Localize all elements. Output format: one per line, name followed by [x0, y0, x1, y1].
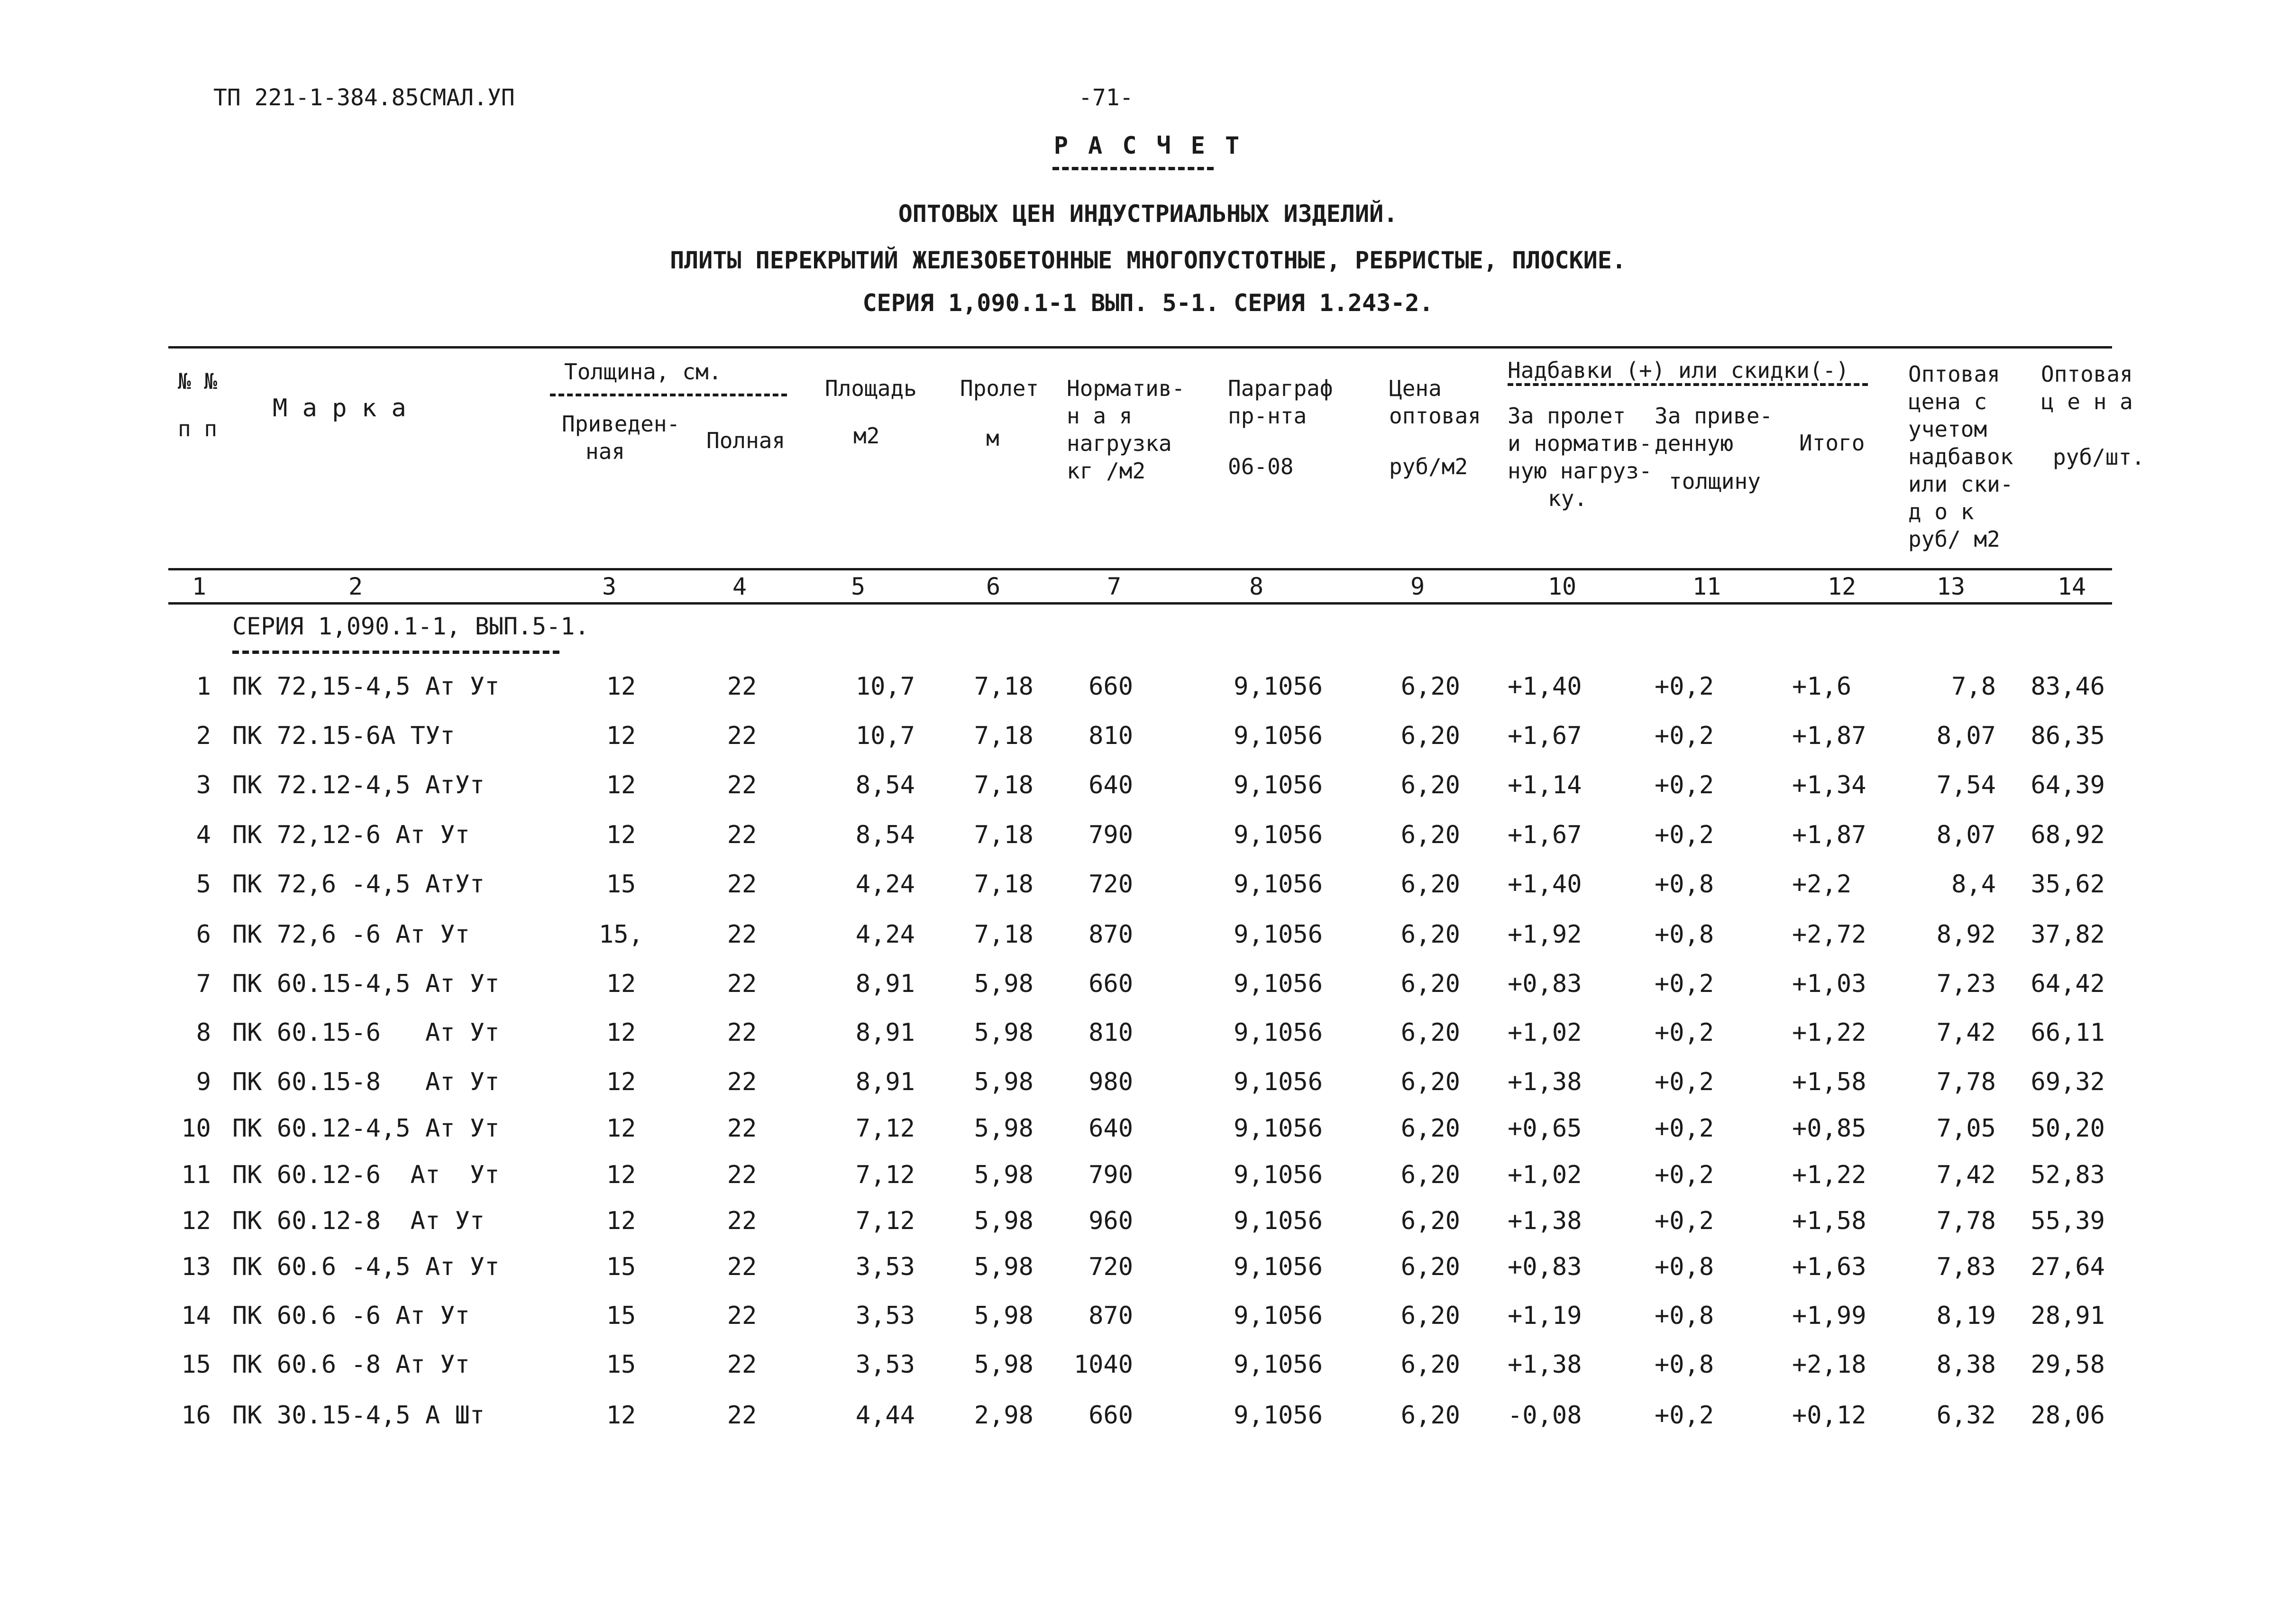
table-cell-col3: 12 — [606, 722, 636, 750]
table-cell-col9: 6,20 — [1400, 920, 1460, 949]
table-cell-col3: 15 — [606, 1253, 636, 1281]
table-cell-col12: +1,22 — [1792, 1018, 1866, 1047]
header-paragraph-3: 06-08 — [1228, 454, 1294, 479]
table-cell-col6: 5,98 — [974, 1350, 1034, 1379]
table-cell-col3: 12 — [606, 1207, 636, 1235]
table-cell-col14: 69,32 — [2031, 1068, 2105, 1096]
table-cell-col1: 7 — [196, 970, 211, 998]
table-cell-col11: +0,8 — [1655, 1302, 1714, 1330]
table-cell-col3: 12 — [606, 970, 636, 998]
table-cell-col7: 870 — [1089, 1302, 1133, 1330]
table-cell-col10: +1,40 — [1508, 870, 1582, 899]
table-cell-col9: 6,20 — [1400, 970, 1460, 998]
table-cell-col13: 7,23 — [1936, 970, 1996, 998]
header-span-2: м — [986, 425, 999, 451]
table-cell-col7: 810 — [1089, 722, 1133, 750]
table-cell-col4: 22 — [727, 1018, 757, 1047]
table-cell-col5: 8,54 — [855, 821, 915, 849]
page-number: -71- — [1079, 84, 1134, 111]
table-cell-col2: ПК 60.15-8 Ат Ут — [232, 1068, 500, 1096]
table-cell-col2: ПК 72,6 -4,5 АтУт — [232, 870, 485, 899]
table-cell-col1: 10 — [181, 1114, 211, 1143]
column-number-6: 6 — [986, 573, 1001, 600]
table-cell-col10: +1,02 — [1508, 1161, 1582, 1189]
table-cell-col3: 12 — [606, 771, 636, 799]
table-cell-col8: 9,1056 — [1234, 771, 1323, 799]
doc-subtitle-2: ПЛИТЫ ПЕРЕКРЫТИЙ ЖЕЛЕЗОБЕТОННЫЕ МНОГОПУСТОТНЫЕ, РЕБРИСТЫЕ, ПЛОСКИЕ. — [670, 247, 1626, 274]
table-cell-col8: 9,1056 — [1234, 1350, 1323, 1379]
table-cell-col8: 9,1056 — [1234, 722, 1323, 750]
column-number-10: 10 — [1547, 573, 1577, 600]
table-cell-col11: +0,2 — [1655, 1401, 1714, 1430]
table-cell-col7: 810 — [1089, 1018, 1133, 1047]
table-cell-col11: +0,2 — [1655, 722, 1714, 750]
table-cell-col14: 29,58 — [2031, 1350, 2105, 1379]
table-cell-col11: +0,8 — [1655, 1350, 1714, 1379]
table-cell-col11: +0,2 — [1655, 970, 1714, 998]
table-cell-col4: 22 — [727, 1253, 757, 1281]
table-cell-col4: 22 — [727, 1161, 757, 1189]
table-cell-col11: +0,2 — [1655, 1068, 1714, 1096]
table-cell-col9: 6,20 — [1400, 1350, 1460, 1379]
header-unit-price-1: Оптовая — [2041, 361, 2133, 387]
table-cell-col14: 27,64 — [2031, 1253, 2105, 1281]
table-cell-col13: 8,38 — [1936, 1350, 1996, 1379]
table-cell-col12: +0,85 — [1792, 1114, 1866, 1143]
table-cell-col10: +1,14 — [1508, 771, 1582, 799]
table-cell-col9: 6,20 — [1400, 821, 1460, 849]
table-cell-col14: 64,42 — [2031, 970, 2105, 998]
table-cell-col3: 15, — [599, 920, 643, 949]
table-cell-col13: 7,8 — [1951, 672, 1996, 701]
document-code: ТП 221-1-384.85СМАЛ.УП — [213, 84, 515, 111]
table-cell-col6: 2,98 — [974, 1401, 1034, 1430]
header-thickness-adj-3: толщину — [1669, 468, 1761, 494]
table-cell-col5: 8,91 — [855, 1018, 915, 1047]
table-cell-col2: ПК 72,15-4,5 Ат Ут — [232, 672, 500, 701]
table-cell-col10: +1,38 — [1508, 1207, 1582, 1235]
header-span-load-3: ную нагруз- — [1508, 458, 1652, 484]
table-cell-col1: 9 — [196, 1068, 211, 1096]
header-area-1: Площадь — [825, 376, 917, 401]
header-load-1: Норматив- — [1067, 376, 1185, 401]
table-cell-col7: 660 — [1089, 970, 1133, 998]
column-number-2: 2 — [348, 573, 363, 600]
header-thickness-adj-1: За приве- — [1655, 403, 1773, 429]
table-cell-col5: 10,7 — [855, 672, 915, 701]
table-cell-col1: 15 — [181, 1350, 211, 1379]
table-cell-col6: 5,98 — [974, 1302, 1034, 1330]
table-cell-col4: 22 — [727, 970, 757, 998]
table-cell-col7: 960 — [1089, 1207, 1133, 1235]
header-span-load-1: За пролет — [1508, 403, 1626, 429]
table-cell-col14: 35,62 — [2031, 870, 2105, 899]
table-cell-col6: 7,18 — [974, 771, 1034, 799]
table-cell-col2: ПК 72,12-6 Ат Ут — [232, 821, 470, 849]
header-span-1: Пролет — [960, 376, 1039, 401]
column-number-11: 11 — [1692, 573, 1721, 600]
table-cell-col3: 12 — [606, 1401, 636, 1430]
header-load-3: нагрузка — [1067, 431, 1172, 456]
table-cell-col8: 9,1056 — [1234, 672, 1323, 701]
table-cell-col1: 8 — [196, 1018, 211, 1047]
table-cell-col8: 9,1056 — [1234, 970, 1323, 998]
table-cell-col3: 15 — [606, 1350, 636, 1379]
column-number-1: 1 — [192, 573, 207, 600]
table-cell-col5: 4,44 — [855, 1401, 915, 1430]
table-cell-col2: ПК 30.15-4,5 А Шт — [232, 1401, 485, 1430]
table-cell-col1: 6 — [196, 920, 211, 949]
table-cell-col12: +2,72 — [1792, 920, 1866, 949]
table-cell-col14: 50,20 — [2031, 1114, 2105, 1143]
table-cell-col12: +0,12 — [1792, 1401, 1866, 1430]
table-cell-col5: 8,54 — [855, 771, 915, 799]
table-cell-col2: ПК 72.12-4,5 АтУт — [232, 771, 485, 799]
table-cell-col9: 6,20 — [1400, 1114, 1460, 1143]
table-cell-col11: +0,2 — [1655, 1114, 1714, 1143]
table-cell-col1: 16 — [181, 1401, 211, 1430]
table-cell-col9: 6,20 — [1400, 870, 1460, 899]
table-cell-col12: +1,6 — [1792, 672, 1852, 701]
table-cell-col11: +0,8 — [1655, 920, 1714, 949]
header-nn-1: № № — [178, 368, 218, 394]
table-cell-col5: 3,53 — [855, 1302, 915, 1330]
table-cell-col7: 660 — [1089, 1401, 1133, 1430]
table-cell-col6: 5,98 — [974, 970, 1034, 998]
table-cell-col13: 7,05 — [1936, 1114, 1996, 1143]
table-cell-col4: 22 — [727, 1401, 757, 1430]
table-cell-col10: +1,38 — [1508, 1068, 1582, 1096]
table-cell-col12: +1,87 — [1792, 722, 1866, 750]
table-cell-col7: 640 — [1089, 771, 1133, 799]
header-span-load-4: ку. — [1548, 486, 1588, 511]
table-cell-col9: 6,20 — [1400, 672, 1460, 701]
header-adj-price-3: учетом — [1908, 416, 1987, 442]
table-cell-col5: 3,53 — [855, 1253, 915, 1281]
table-cell-col6: 7,18 — [974, 821, 1034, 849]
table-cell-col14: 64,39 — [2031, 771, 2105, 799]
table-cell-col11: +0,2 — [1655, 672, 1714, 701]
table-cell-col5: 8,91 — [855, 1068, 915, 1096]
table-cell-col14: 28,06 — [2031, 1401, 2105, 1430]
header-reduced-1: Приведен- — [562, 411, 680, 437]
table-cell-col8: 9,1056 — [1234, 1018, 1323, 1047]
header-adj-price-2: цена с — [1908, 389, 1987, 414]
table-cell-col6: 5,98 — [974, 1161, 1034, 1189]
table-cell-col13: 8,4 — [1951, 870, 1996, 899]
table-cell-col8: 9,1056 — [1234, 1401, 1323, 1430]
table-cell-col13: 8,07 — [1936, 722, 1996, 750]
section-title-underline — [232, 651, 559, 654]
table-cell-col13: 7,42 — [1936, 1161, 1996, 1189]
table-cell-col1: 1 — [196, 672, 211, 701]
table-cell-col4: 22 — [727, 722, 757, 750]
table-cell-col11: +0,2 — [1655, 1161, 1714, 1189]
header-thickness-adj-2: денную — [1655, 431, 1734, 456]
table-cell-col12: +1,99 — [1792, 1302, 1866, 1330]
table-cell-col9: 6,20 — [1400, 1253, 1460, 1281]
table-cell-col3: 15 — [606, 1302, 636, 1330]
table-cell-col6: 5,98 — [974, 1207, 1034, 1235]
table-cell-col6: 7,18 — [974, 722, 1034, 750]
table-cell-col9: 6,20 — [1400, 1161, 1460, 1189]
table-cell-col2: ПК 60.15-4,5 Ат Ут — [232, 970, 500, 998]
table-cell-col4: 22 — [727, 1350, 757, 1379]
table-cell-col13: 7,42 — [1936, 1018, 1996, 1047]
table-cell-col7: 790 — [1089, 821, 1133, 849]
table-cell-col2: ПК 60.6 -6 Ат Ут — [232, 1302, 470, 1330]
table-cell-col2: ПК 72,6 -6 Ат Ут — [232, 920, 470, 949]
header-surcharges: Надбавки (+) или скидки(-) — [1508, 358, 1849, 383]
header-adj-price-7: руб/ м2 — [1908, 526, 2000, 552]
table-cell-col3: 12 — [606, 1114, 636, 1143]
header-adj-price-4: надбавок — [1908, 444, 2013, 469]
table-cell-col5: 3,53 — [855, 1350, 915, 1379]
table-cell-col14: 68,92 — [2031, 821, 2105, 849]
table-cell-col10: +1,40 — [1508, 672, 1582, 701]
header-unit-price-2: ц е н а — [2041, 389, 2133, 414]
table-cell-col8: 9,1056 — [1234, 1253, 1323, 1281]
table-cell-col3: 12 — [606, 821, 636, 849]
header-thickness: Толщина, см. — [564, 359, 722, 385]
table-cell-col14: 52,83 — [2031, 1161, 2105, 1189]
table-cell-col2: ПК 60.12-6 Ат Ут — [232, 1161, 500, 1189]
table-cell-col4: 22 — [727, 870, 757, 899]
table-cell-col12: +1,63 — [1792, 1253, 1866, 1281]
header-unit-price-3: руб/шт. — [2053, 444, 2145, 470]
table-cell-col10: +1,02 — [1508, 1018, 1582, 1047]
column-number-3: 3 — [602, 573, 617, 600]
table-cell-col3: 12 — [606, 1068, 636, 1096]
table-cell-col8: 9,1056 — [1234, 821, 1323, 849]
table-cell-col12: +1,58 — [1792, 1068, 1866, 1096]
table-cell-col10: +0,83 — [1508, 1253, 1582, 1281]
table-cell-col10: +0,65 — [1508, 1114, 1582, 1143]
column-number-14: 14 — [2057, 573, 2086, 600]
table-cell-col14: 55,39 — [2031, 1207, 2105, 1235]
table-cell-col10: -0,08 — [1508, 1401, 1582, 1430]
table-cell-col1: 14 — [181, 1302, 211, 1330]
table-cell-col7: 720 — [1089, 870, 1133, 899]
table-cell-col9: 6,20 — [1400, 1401, 1460, 1430]
table-cell-col10: +0,83 — [1508, 970, 1582, 998]
table-cell-col9: 6,20 — [1400, 1302, 1460, 1330]
header-price-1: Цена — [1389, 376, 1442, 401]
table-cell-col6: 5,98 — [974, 1114, 1034, 1143]
table-cell-col10: +1,67 — [1508, 821, 1582, 849]
table-cell-col2: ПК 72.15-6А ТУт — [232, 722, 455, 750]
column-numbers-bottom-rule — [168, 602, 2112, 605]
table-cell-col12: +1,87 — [1792, 821, 1866, 849]
table-cell-col7: 1040 — [1073, 1350, 1133, 1379]
table-cell-col4: 22 — [727, 1207, 757, 1235]
table-cell-col1: 11 — [181, 1161, 211, 1189]
column-number-9: 9 — [1410, 573, 1425, 600]
table-cell-col10: +1,38 — [1508, 1350, 1582, 1379]
table-cell-col1: 13 — [181, 1253, 211, 1281]
table-cell-col4: 22 — [727, 1114, 757, 1143]
header-marka: М а р к а — [273, 394, 406, 422]
table-cell-col11: +0,2 — [1655, 1018, 1714, 1047]
table-cell-col8: 9,1056 — [1234, 920, 1323, 949]
table-cell-col9: 6,20 — [1400, 771, 1460, 799]
table-cell-col6: 5,98 — [974, 1018, 1034, 1047]
header-load-2: н а я — [1067, 403, 1133, 429]
table-cell-col12: +1,22 — [1792, 1161, 1866, 1189]
table-cell-col5: 7,12 — [855, 1161, 915, 1189]
table-cell-col13: 6,32 — [1936, 1401, 1996, 1430]
table-cell-col7: 660 — [1089, 672, 1133, 701]
table-cell-col4: 22 — [727, 920, 757, 949]
column-number-5: 5 — [851, 573, 866, 600]
table-cell-col5: 7,12 — [855, 1114, 915, 1143]
table-cell-col3: 12 — [606, 1161, 636, 1189]
table-cell-col6: 5,98 — [974, 1068, 1034, 1096]
table-cell-col3: 12 — [606, 672, 636, 701]
column-number-12: 12 — [1827, 573, 1857, 600]
table-cell-col5: 4,24 — [855, 870, 915, 899]
doc-subtitle: ОПТОВЫХ ЦЕН ИНДУСТРИАЛЬНЫХ ИЗДЕЛИЙ. — [898, 200, 1398, 228]
doc-title: Р А С Ч Е Т — [1053, 132, 1243, 159]
header-nn-2: п п — [178, 416, 218, 441]
table-cell-col14: 28,91 — [2031, 1302, 2105, 1330]
table-cell-col2: ПК 60.12-4,5 Ат Ут — [232, 1114, 500, 1143]
table-cell-col12: +1,58 — [1792, 1207, 1866, 1235]
table-cell-col11: +0,2 — [1655, 1207, 1714, 1235]
table-cell-col11: +0,8 — [1655, 1253, 1714, 1281]
table-cell-col9: 6,20 — [1400, 1018, 1460, 1047]
column-number-7: 7 — [1107, 573, 1122, 600]
header-reduced-2: ная — [585, 439, 625, 464]
table-cell-col8: 9,1056 — [1234, 1207, 1323, 1235]
table-cell-col4: 22 — [727, 1302, 757, 1330]
table-cell-col13: 8,92 — [1936, 920, 1996, 949]
column-number-4: 4 — [732, 573, 747, 600]
table-cell-col1: 3 — [196, 771, 211, 799]
column-numbers-top-rule — [168, 568, 2112, 570]
header-adj-price-1: Оптовая — [1908, 361, 2000, 387]
table-cell-col7: 720 — [1089, 1253, 1133, 1281]
table-cell-col7: 980 — [1089, 1068, 1133, 1096]
table-cell-col10: +1,19 — [1508, 1302, 1582, 1330]
table-cell-col5: 4,24 — [855, 920, 915, 949]
table-cell-col12: +2,18 — [1792, 1350, 1866, 1379]
table-cell-col3: 12 — [606, 1018, 636, 1047]
table-cell-col4: 22 — [727, 1068, 757, 1096]
table-cell-col12: +1,03 — [1792, 970, 1866, 998]
table-cell-col6: 7,18 — [974, 920, 1034, 949]
thickness-group-rule — [550, 394, 787, 396]
table-cell-col8: 9,1056 — [1234, 1302, 1323, 1330]
table-cell-col11: +0,8 — [1655, 870, 1714, 899]
table-cell-col13: 7,78 — [1936, 1068, 1996, 1096]
table-cell-col5: 10,7 — [855, 722, 915, 750]
table-cell-col11: +0,2 — [1655, 821, 1714, 849]
header-price-2: оптовая — [1389, 403, 1481, 429]
table-cell-col6: 5,98 — [974, 1253, 1034, 1281]
table-cell-col14: 86,35 — [2031, 722, 2105, 750]
table-cell-col8: 9,1056 — [1234, 870, 1323, 899]
table-cell-col1: 4 — [196, 821, 211, 849]
table-cell-col13: 7,54 — [1936, 771, 1996, 799]
table-cell-col2: ПК 60.6 -4,5 Ат Ут — [232, 1253, 500, 1281]
header-adj-price-6: д о к — [1908, 499, 1974, 524]
table-cell-col7: 870 — [1089, 920, 1133, 949]
table-cell-col4: 22 — [727, 672, 757, 701]
table-cell-col9: 6,20 — [1400, 1068, 1460, 1096]
table-cell-col1: 2 — [196, 722, 211, 750]
table-cell-col2: ПК 60.15-6 Ат Ут — [232, 1018, 500, 1047]
table-cell-col8: 9,1056 — [1234, 1068, 1323, 1096]
table-cell-col10: +1,92 — [1508, 920, 1582, 949]
table-cell-col13: 8,19 — [1936, 1302, 1996, 1330]
table-cell-col5: 8,91 — [855, 970, 915, 998]
header-adj-price-5: или ски- — [1908, 471, 2013, 497]
header-price-3: руб/м2 — [1389, 454, 1468, 479]
header-paragraph-2: пр-нта — [1228, 403, 1307, 429]
table-cell-col14: 83,46 — [2031, 672, 2105, 701]
header-full: Полная — [706, 428, 786, 453]
table-cell-col14: 37,82 — [2031, 920, 2105, 949]
table-cell-col8: 9,1056 — [1234, 1161, 1323, 1189]
table-cell-col4: 22 — [727, 821, 757, 849]
doc-subtitle-3: СЕРИЯ 1,090.1-1 ВЫП. 5-1. СЕРИЯ 1.243-2. — [862, 289, 1434, 317]
title-underline — [1052, 167, 1214, 170]
table-cell-col3: 15 — [606, 870, 636, 899]
table-cell-col10: +1,67 — [1508, 722, 1582, 750]
table-cell-col12: +2,2 — [1792, 870, 1852, 899]
header-span-load-2: и норматив- — [1508, 431, 1652, 456]
table-cell-col7: 790 — [1089, 1161, 1133, 1189]
header-area-2: м2 — [853, 423, 880, 449]
table-cell-col1: 12 — [181, 1207, 211, 1235]
table-cell-col12: +1,34 — [1792, 771, 1866, 799]
table-cell-col4: 22 — [727, 771, 757, 799]
column-number-8: 8 — [1249, 573, 1264, 600]
header-total: Итого — [1799, 430, 1865, 456]
table-cell-col14: 66,11 — [2031, 1018, 2105, 1047]
table-cell-col2: ПК 60.12-8 Ат Ут — [232, 1207, 485, 1235]
table-cell-col13: 8,07 — [1936, 821, 1996, 849]
table-cell-col11: +0,2 — [1655, 771, 1714, 799]
table-cell-col13: 7,78 — [1936, 1207, 1996, 1235]
table-cell-col6: 7,18 — [974, 870, 1034, 899]
table-cell-col5: 7,12 — [855, 1207, 915, 1235]
column-number-13: 13 — [1936, 573, 1966, 600]
table-cell-col9: 6,20 — [1400, 722, 1460, 750]
table-cell-col8: 9,1056 — [1234, 1114, 1323, 1143]
table-cell-col6: 7,18 — [974, 672, 1034, 701]
table-cell-col7: 640 — [1089, 1114, 1133, 1143]
table-cell-col1: 5 — [196, 870, 211, 899]
table-top-rule — [168, 346, 2112, 349]
section-title: СЕРИЯ 1,090.1-1, ВЫП.5-1. — [232, 613, 589, 640]
header-load-4: кг /м2 — [1067, 458, 1146, 484]
table-cell-col2: ПК 60.6 -8 Ат Ут — [232, 1350, 470, 1379]
header-paragraph-1: Параграф — [1228, 376, 1333, 401]
table-cell-col13: 7,83 — [1936, 1253, 1996, 1281]
table-cell-col9: 6,20 — [1400, 1207, 1460, 1235]
